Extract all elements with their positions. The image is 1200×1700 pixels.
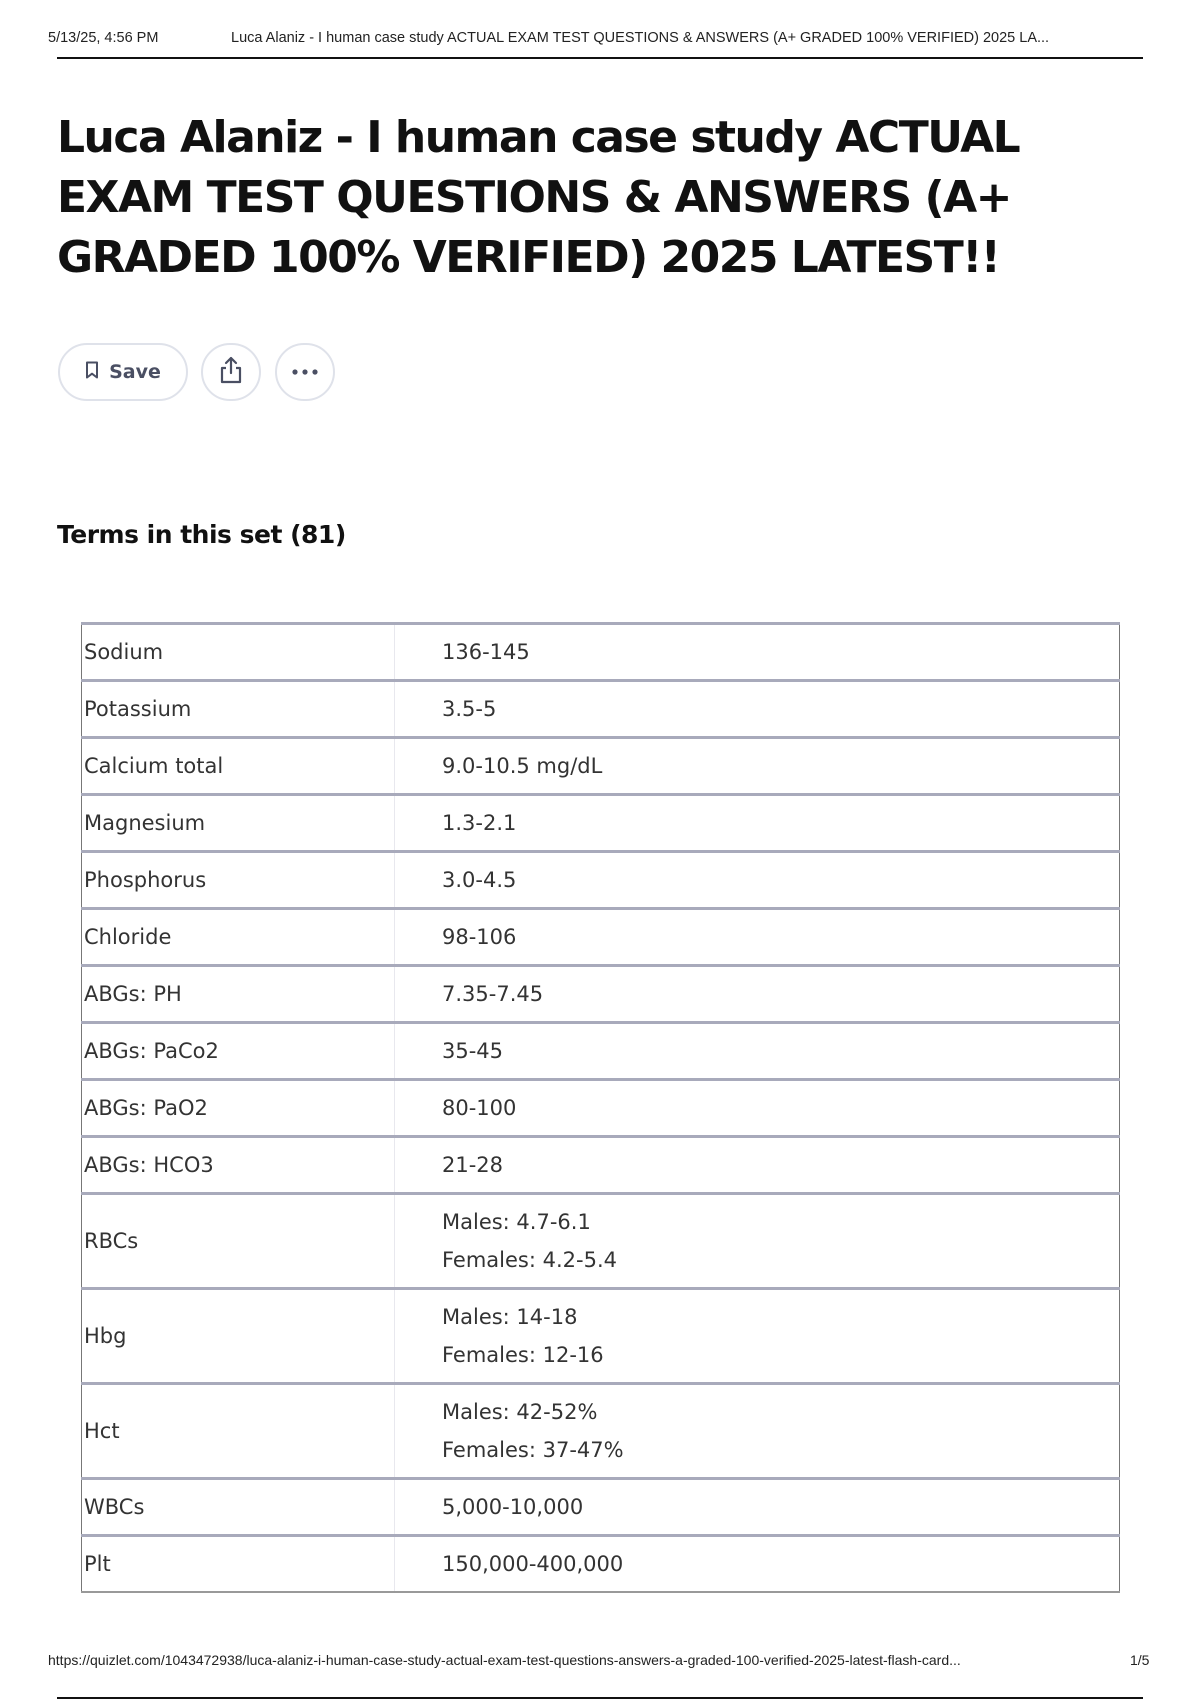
definition-cell xyxy=(395,852,1120,909)
definition-line: 35-45 xyxy=(442,1039,504,1063)
definition-line: 5,000-10,000 xyxy=(442,1495,584,1519)
more-options-button[interactable] xyxy=(275,343,335,401)
definition-line: 98-106 xyxy=(442,925,517,949)
term-cell: Hbg xyxy=(82,1289,395,1384)
definition-line: 3.5-5 xyxy=(442,697,497,721)
terms-table xyxy=(81,622,1120,1593)
definition-cell xyxy=(395,1289,1120,1384)
definition-line: 21-28 xyxy=(442,1153,504,1177)
page-number: 1/5 xyxy=(1130,1652,1150,1668)
term-cell: Calcium total xyxy=(82,738,395,795)
term-row xyxy=(82,738,1120,795)
term-cell: ABGs: HCO3 xyxy=(82,1137,395,1194)
term-row xyxy=(82,909,1120,966)
term-cell: Sodium xyxy=(82,624,395,681)
term-cell: Phosphorus xyxy=(82,852,395,909)
definition-cell xyxy=(395,966,1120,1023)
footer-divider xyxy=(57,1697,1143,1699)
definition-line: 150,000-400,000 xyxy=(442,1552,624,1576)
term-row xyxy=(82,1479,1120,1536)
term-row xyxy=(82,1289,1120,1384)
term-row xyxy=(82,852,1120,909)
term-row xyxy=(82,624,1120,681)
header-divider xyxy=(57,57,1143,59)
definition-line: Males: 4.7-6.1 xyxy=(442,1210,591,1234)
definition-cell xyxy=(395,1536,1120,1593)
definition-cell xyxy=(395,1194,1120,1289)
term-row xyxy=(82,1080,1120,1137)
term-cell: WBCs xyxy=(82,1479,395,1536)
definition-cell xyxy=(395,738,1120,795)
save-label: Save xyxy=(109,361,161,383)
term-row xyxy=(82,1384,1120,1479)
definition-cell xyxy=(395,1137,1120,1194)
share-button[interactable] xyxy=(201,343,261,401)
bookmark-icon xyxy=(85,361,99,384)
definition-cell xyxy=(395,1080,1120,1137)
definition-line: Females: 37-47% xyxy=(442,1438,624,1462)
definition-line: Females: 12-16 xyxy=(442,1343,604,1367)
term-cell: ABGs: PaO2 xyxy=(82,1080,395,1137)
term-row xyxy=(82,795,1120,852)
definition-line: Males: 14-18 xyxy=(442,1305,578,1329)
definition-cell xyxy=(395,1479,1120,1536)
definition-cell xyxy=(395,795,1120,852)
definition-line: Females: 4.2-5.4 xyxy=(442,1248,617,1272)
definition-line: 9.0-10.5 mg/dL xyxy=(442,754,603,778)
definition-line: 1.3-2.1 xyxy=(442,811,517,835)
page-url: https://quizlet.com/1043472938/luca-alaniz-i-human-case-study-actual-exam-test-questions-answers-a-graded-100-verified-2025-latest-flash-card... xyxy=(48,1652,961,1668)
term-row xyxy=(82,1536,1120,1593)
print-date: 5/13/25, 4:56 PM xyxy=(48,30,159,46)
term-cell: Plt xyxy=(82,1536,395,1593)
definition-line: Males: 42-52% xyxy=(442,1400,598,1424)
definition-line: 3.0-4.5 xyxy=(442,868,517,892)
share-icon xyxy=(218,356,244,389)
terms-heading: Terms in this set (81) xyxy=(57,520,346,549)
definition-line: 136-145 xyxy=(442,640,530,664)
term-cell: ABGs: PaCo2 xyxy=(82,1023,395,1080)
term-row xyxy=(82,1194,1120,1289)
definition-cell xyxy=(395,624,1120,681)
definition-cell xyxy=(395,681,1120,738)
term-cell: Chloride xyxy=(82,909,395,966)
print-title: Luca Alaniz - I human case study ACTUAL EXAM TEST QUESTIONS & ANSWERS (A+ GRADED 100% VERIFIED) 2025 LA... xyxy=(231,30,1050,46)
more-horizontal-icon xyxy=(291,363,319,381)
definition-line: 7.35-7.45 xyxy=(442,982,544,1006)
term-cell: Hct xyxy=(82,1384,395,1479)
term-cell: Magnesium xyxy=(82,795,395,852)
term-cell: RBCs xyxy=(82,1194,395,1289)
save-button[interactable] xyxy=(58,343,188,401)
term-cell: Potassium xyxy=(82,681,395,738)
term-row xyxy=(82,1023,1120,1080)
definition-line: 80-100 xyxy=(442,1096,517,1120)
definition-cell xyxy=(395,1384,1120,1479)
page-title: Luca Alaniz - I human case study ACTUAL EXAM TEST QUESTIONS & ANSWERS (A+ GRADED 100% VERIFIED) 2025 LATEST!! xyxy=(57,112,1020,283)
term-row xyxy=(82,966,1120,1023)
definition-cell xyxy=(395,909,1120,966)
term-row xyxy=(82,1137,1120,1194)
definition-cell xyxy=(395,1023,1120,1080)
term-cell: ABGs: PH xyxy=(82,966,395,1023)
term-row xyxy=(82,681,1120,738)
